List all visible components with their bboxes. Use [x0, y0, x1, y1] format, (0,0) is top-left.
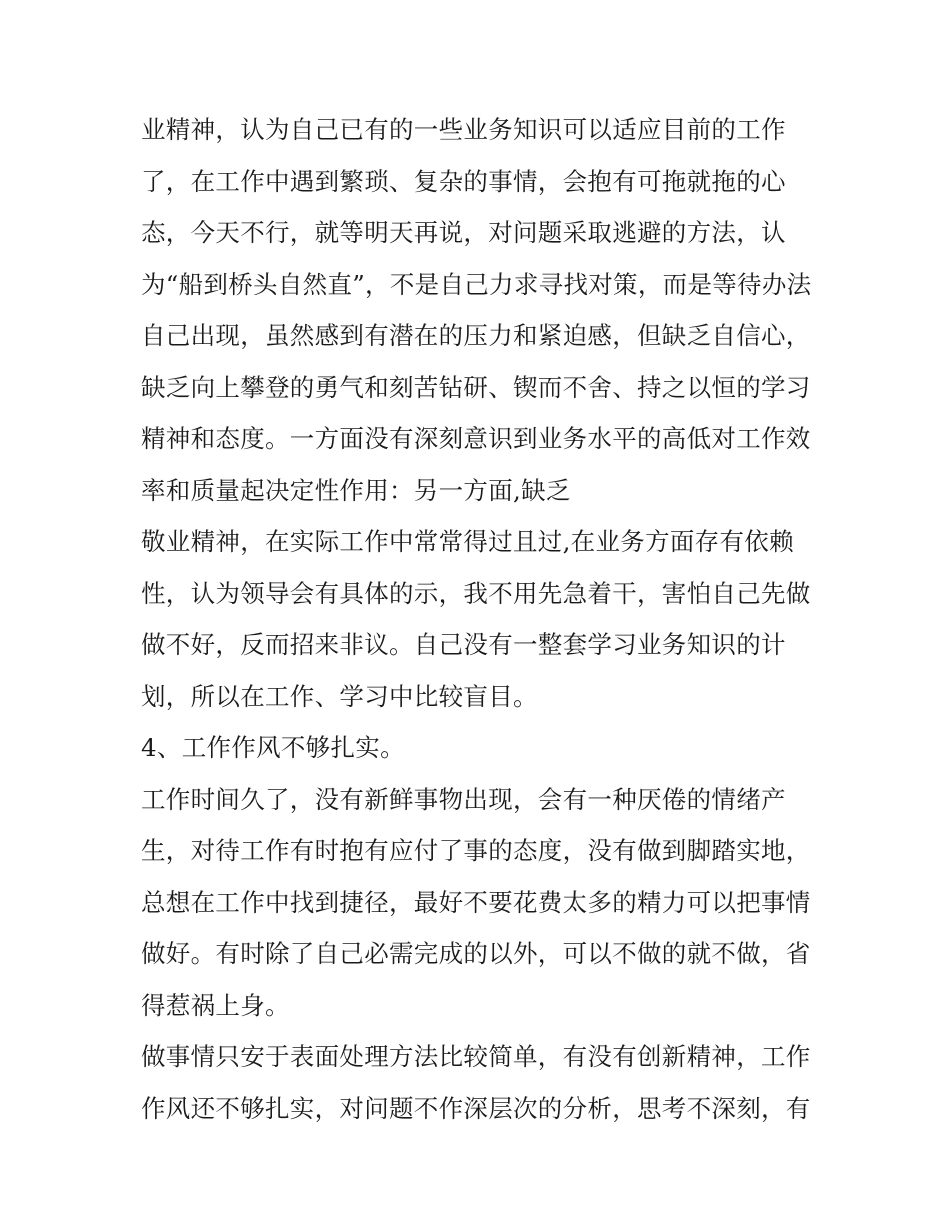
text-line: 作风还不够扎实，对问题不作深层次的分析，思考不深刻，有: [141, 1093, 811, 1123]
text-line: 自己出现，虽然感到有潜在的压力和紧迫感，但缺乏自信心，: [141, 321, 811, 350]
text-line: 性，认为领导会有具体的示，我不用先急着干，害怕自己先做: [141, 578, 811, 608]
text-line: 缺乏向上攀登的勇气和刻苦钻研、锲而不舍、持之以恒的学习: [141, 372, 811, 402]
text-line: 精神和态度。一方面没有深刻意识到业务水平的高低对工作效: [141, 424, 811, 453]
text-line: 业精神，认为自己已有的一些业务知识可以适应目前的工作: [141, 115, 786, 144]
text-line: 工作时间久了，没有新鲜事物出现，会有一种厌倦的情绪产: [141, 784, 786, 814]
text-line: 做好。有时除了自己必需完成的以外，可以不做的就不做，省: [141, 939, 811, 968]
text-line: 划，所以在工作、学习中比较盲目。: [141, 681, 538, 711]
text-line: 生，对待工作有时抱有应付了事的态度，没有做到脚踏实地，: [141, 836, 811, 865]
text-line: 做事情只安于表面处理方法比较简单，有没有创新精神，工作: [141, 1042, 811, 1071]
text-line: 为“船到桥头自然直”，不是自己力求寻找对策，而是等待办法: [141, 269, 812, 299]
text-line: 总想在工作中找到捷径，最好不要花费太多的精力可以把事情: [141, 887, 811, 917]
text-line: 态，今天不行，就等明天再说，对问题采取逃避的方法，认: [141, 218, 786, 247]
section-heading: 4、工作作风不够扎实。: [141, 733, 405, 762]
text-line: 做不好，反而招来非议。自己没有一整套学习业务知识的计: [141, 630, 786, 659]
text-line: 敬业精神，在实际工作中常常得过且过,在业务方面存有依赖: [141, 527, 794, 556]
text-line: 率和质量起决定性作用：另一方面,缺乏: [141, 475, 571, 505]
document-body: [141, 104, 821, 1134]
text-line: 得惹祸上身。: [141, 990, 290, 1020]
text-line: 了，在工作中遇到繁琐、复杂的事情，会抱有可拖就拖的心: [141, 166, 786, 196]
